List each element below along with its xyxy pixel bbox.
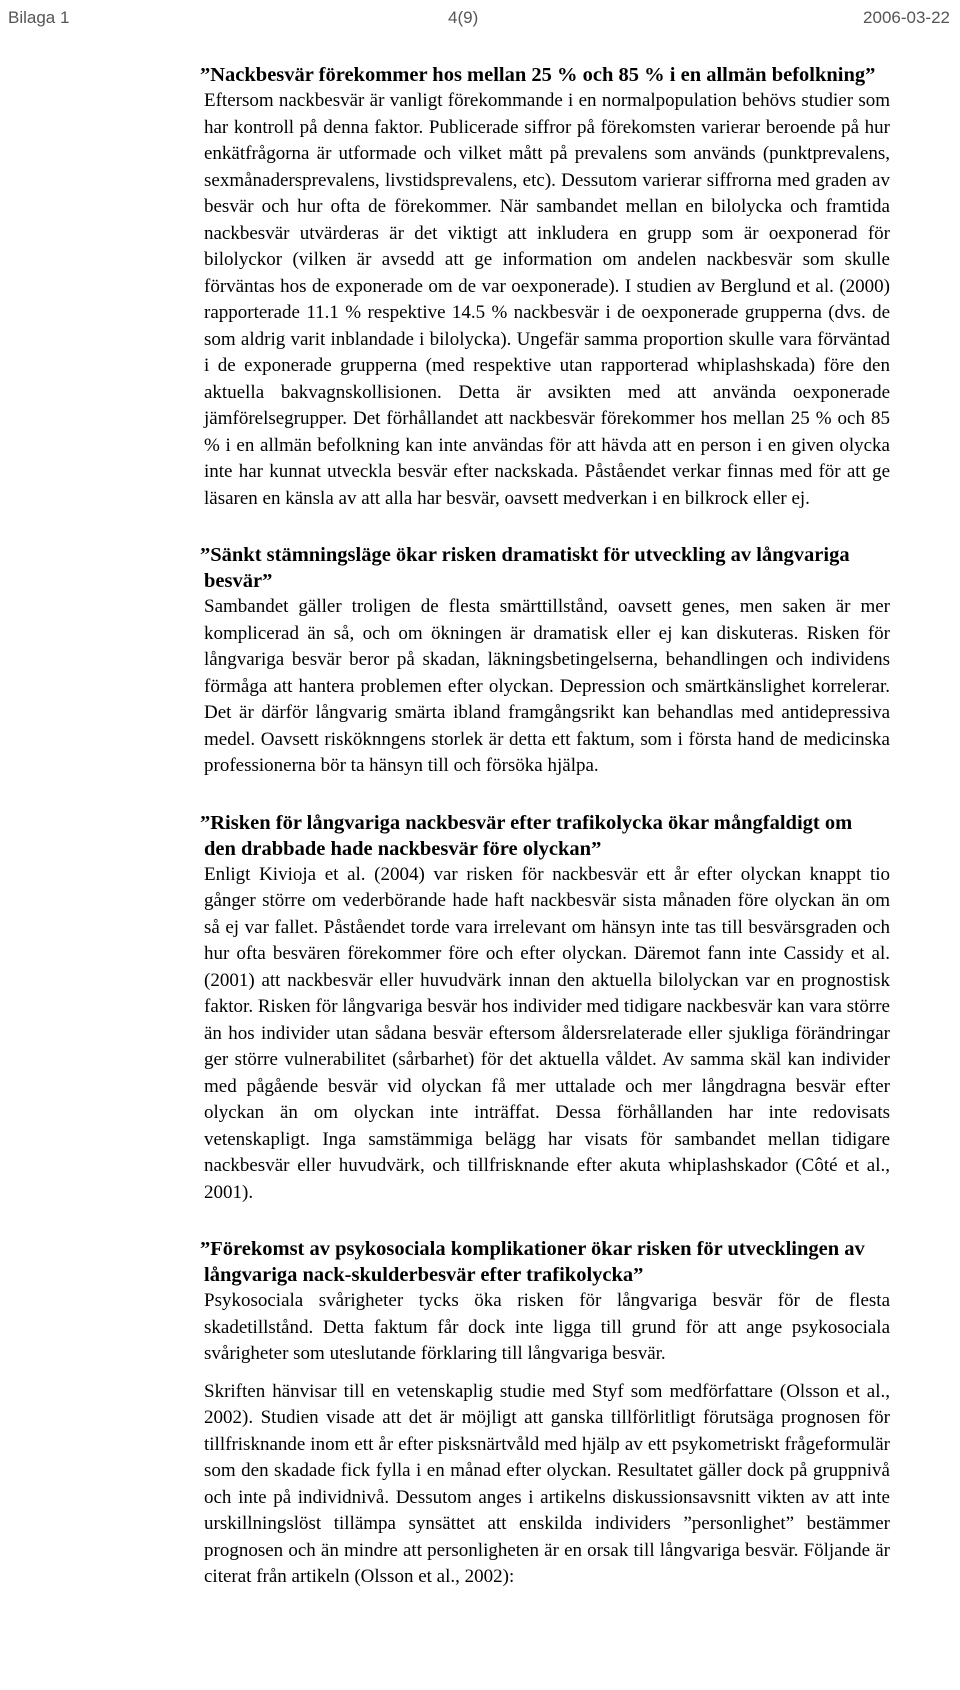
section-mood [0,542,960,780]
header-date: 2006-03-22 [863,8,950,27]
section-prior-neck-pain [0,810,960,1207]
section-psychosocial [0,1236,960,1591]
section-heading: ”Nackbesvär förekommer hos mellan 25 % och 85 % i en allmän befolkning” [200,64,876,86]
section-heading: ”Förekomst av psykosociala komplikationer ökar risken för utvecklingen av långvariga nack-skulderbesvär efter trafikolycka” [200,1238,865,1286]
section-paragraph: Sambandet gäller troligen de flesta smärttillstånd, oavsett genes, men saken är mer komplicerad än så, och om ökningen är dramatisk eller ej kan diskuteras. Risken för långvariga besvär beror på skadan, läkningsbetingelserna, behandlingen och individens förmåga att hantera problemen efter olyckan. Depression och smärtkänslighet korrelerar. Det är därför långvarig smärta ibland framgångsrikt kan behandlas med antidepressiva medel. Oavsett risköknngens storlek är detta ett faktum, som i första hand de medicinska professionerna bör ta hänsyn till och försöka hjälpa. [204,596,890,776]
section-paragraph: Eftersom nackbesvär är vanligt förekommande i en normalpopulation behövs studier som har kontroll på denna faktor. Publicerade siffror på förekomsten varierar beroende på hur enkätfrågorna är utformade och vilket mått på prevalens som används (punktprevalens, sexmånadersprevalens, livstidsprevalens, etc). Dessutom varierar siffrorna med graden av besvär och hur ofta de förekommer. När sambandet mellan en bilolycka och framtida nackbesvär utvärderas är det viktigt att inkludera en grupp som är oexponerad för bilolyckor (vilken är avsedd att ge information om andelen nackbesvär som skulle förväntas hos de exponerade om de var oexponerade). I studien av Berglund et al. (2000) rapporterade 11.1 % respektive 14.5 % nackbesvär i de oexponerade grupperna (dvs. de som aldrig varit inblandade i bilolycka). Ungefär samma proportion skulle vara förväntad i de exponerade grupperna (med respektive utan rapporterad whiplashskada) före den aktuella bakvagnskollisionen. Detta är avsikten med att använda oexponerade jämförelsegrupper. Det förhållandet att nackbesvär förekommer hos mellan 25 % och 85 % i en allmän befolkning kan inte användas för att hävda att en person i en given olycka inte har kunnat utveckla besvär efter nackskada. Påståendet verkar finnas med för att ge läsaren en känsla av att alla har besvär, oavsett medverkan i en bilkrock eller ej. [204,90,890,509]
header-attachment-label: Bilaga 1 [8,8,70,27]
section-neck-prevalence [0,62,960,512]
section-paragraph: Psykosociala svårigheter tycks öka risken för långvariga besvär för de flesta skadetillstånd. Detta faktum får dock inte ligga till grund för att ange psykosociala svårigheter som uteslutande förklaring till långvariga besvär. [204,1290,890,1364]
section-paragraph: Skriften hänvisar till en vetenskaplig studie med Styf som medförfattare (Olsson et al., 2002). Studien visade att det är möjligt att ganska tillförlitligt förutsäga prognosen för tillfrisknande inom ett år efter pisksnärtvåld med hjälp av ett psykometriskt frågeformulär som den skadade fick fylla i en månad efter olyckan. Resultatet gäller dock på gruppnivå och inte på individnivå. Dessutom anges i artikelns diskussionsavsnitt vikten av att inte urskillningslöst tillämpa synsättet att enskilda individers ”personlighet” bestämmer prognosen och än mindre att personligheten är en orsak till långvariga besvär. Följande är citerat från artikeln (Olsson et al., 2002): [204,1380,890,1587]
section-heading: ”Risken för långvariga nackbesvär efter trafikolycka ökar mångfaldigt om den drabbade hade nackbesvär före olyckan” [200,811,853,860]
header-page-number: 4(9) [448,8,479,27]
document-body [0,62,960,1621]
section-paragraph: Enligt Kivioja et al. (2004) var risken för nackbesvär ett år efter olyckan knappt tio gånger större om vederbörande hade haft nackbesvär sista månaden före olyckan än om så ej var fallet. Påståendet torde vara irrelevant om hänsyn inte tas till besvärsgraden och hur ofta besvären förekommer före och efter olyckan. Däremot fann inte Cassidy et al. (2001) att nackbesvär eller huvudvärk innan den aktuella bilolyckan var en prognostisk faktor. Risken för långvariga besvär hos individer med tidigare nackbesvär kan vara större än hos individer utan sådana besvär eftersom åldersrelaterade eller sjukliga förändringar ger större vulnerabilitet (sårbarhet) för det aktuella våldet. Av samma skäl kan individer med pågående besvär vid olyckan få mer uttalade och mer långdragna besvär efter olyckan än om olyckan inte inträffat. Dessa förhållanden har inte redovisats vetenskapligt. Inga samstämmiga belägg har visats för sambandet mellan tidigare nackbesvär eller huvudvärk, och tillfrisknande efter akuta whiplashskador (Côté et al., 2001). [204,863,890,1203]
section-heading: ”Sänkt stämningsläge ökar risken dramatiskt för utveckling av långvariga besvär” [200,544,850,592]
